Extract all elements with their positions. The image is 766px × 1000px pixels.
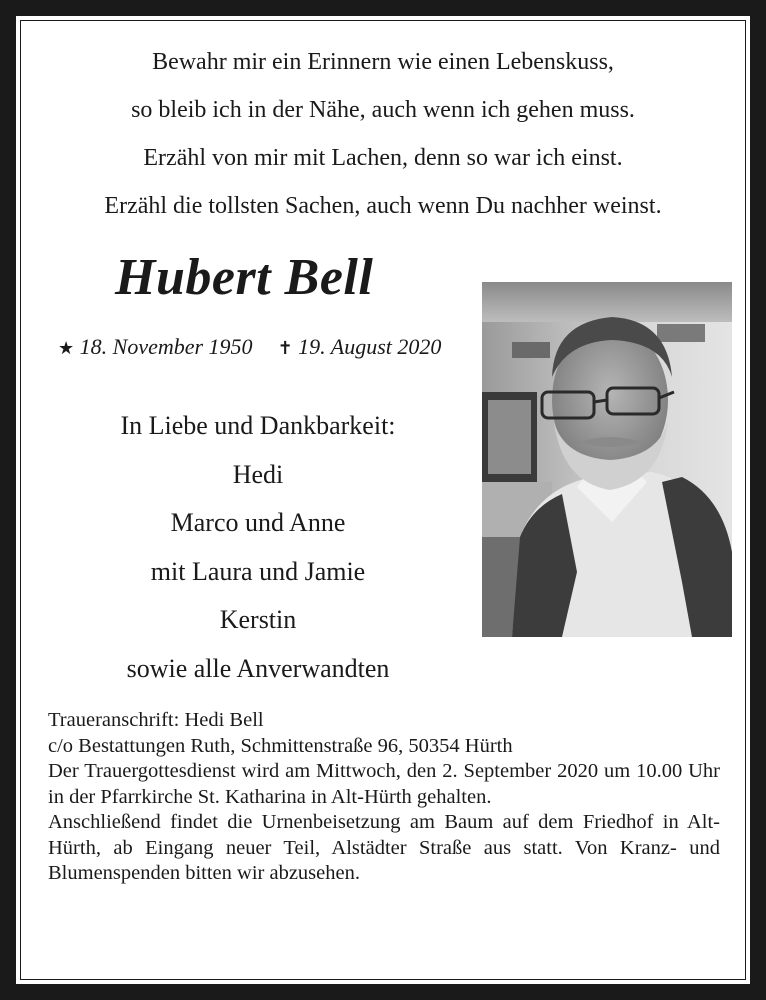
poem-line: so bleib ich in der Nähe, auch wenn ich gehen muss. (131, 97, 635, 123)
family-member: mit Laura und Jamie (150, 556, 366, 586)
family-member: Hedi (232, 459, 284, 489)
family-member: Kerstin (219, 605, 297, 635)
burial-text: Anschließend findet die Urnenbeisetzung am Baum auf dem Friedhof in Alt-Hürth, ab Eingang neuer Teil, Alstädter Straße aus statt. Von Kranz- und Blumenspenden bitten wir abzusehen. (48, 811, 720, 884)
funeral-info (48, 708, 720, 887)
poem-line: Erzähl von mir mit Lachen, denn so war ich einst. (143, 145, 623, 171)
death-date: 19. August 2020 (298, 334, 442, 359)
poem-line: Bewahr mir ein Erinnern wie einen Lebenskuss, (152, 49, 614, 75)
poem (0, 38, 766, 230)
birth-date: 18. November 1950 (79, 334, 253, 359)
death-cross-icon: ✝ (277, 338, 293, 358)
family-member: sowie alle Anverwandten (126, 653, 390, 683)
family-block (48, 402, 468, 694)
birth-star-icon: ★ (58, 338, 75, 358)
address-line: Traueranschrift: Hedi Bell (48, 709, 264, 731)
life-dates (58, 334, 441, 360)
portrait-photo (482, 282, 732, 637)
address-line: c/o Bestattungen Ruth, Schmittenstraße 96, 50354 Hürth (48, 734, 513, 757)
family-heading: In Liebe und Dankbarkeit: (120, 411, 396, 440)
deceased-name: Hubert Bell (115, 249, 374, 306)
poem-line: Erzähl die tollsten Sachen, auch wenn Du nachher weinst. (104, 193, 662, 219)
family-member: Marco und Anne (170, 508, 346, 538)
service-text: Der Trauergottesdienst wird am Mittwoch, den 2. September 2020 um 10.00 Uhr in der Pfarrkirche St. Katharina in Alt-Hürth gehalten. (48, 760, 720, 808)
